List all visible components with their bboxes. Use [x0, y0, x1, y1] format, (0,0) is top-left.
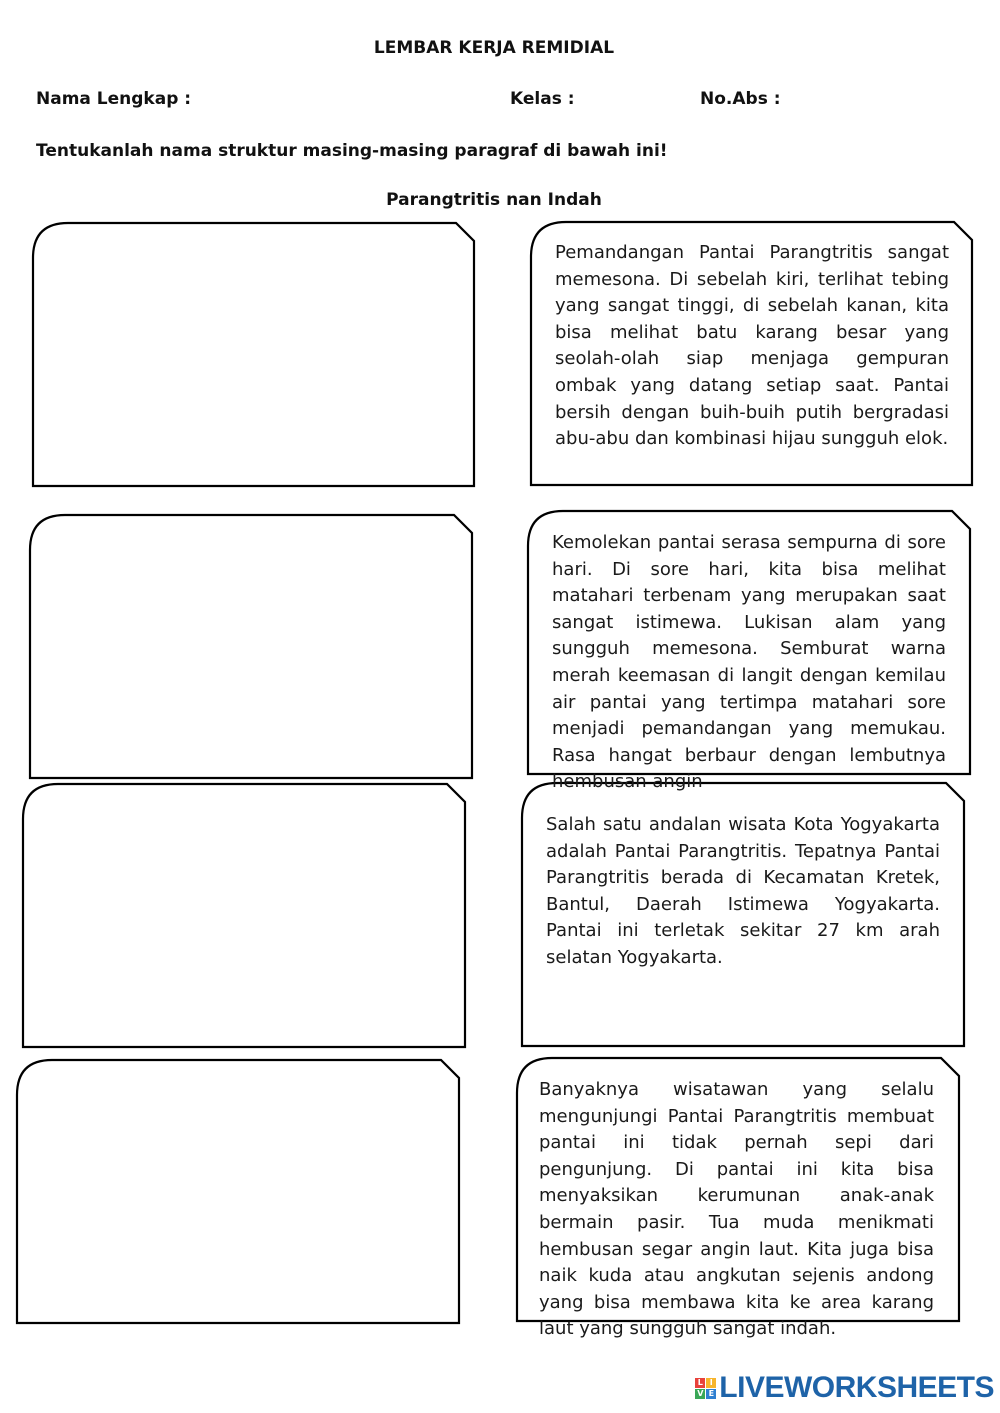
class-label: Kelas : — [510, 89, 575, 109]
answer-box-1[interactable] — [40, 230, 466, 478]
absence-number-label: No.Abs : — [700, 89, 781, 109]
worksheet-title: LEMBAR KERJA REMIDIAL — [373, 38, 615, 58]
answer-box-2[interactable] — [37, 522, 464, 770]
liveworksheets-logo-text: LIVEWORKSHEETS — [719, 1371, 994, 1404]
liveworksheets-logo-icon: L I V E — [695, 1378, 716, 1399]
text-title: Parangtritis nan Indah — [386, 190, 602, 210]
answer-box-3[interactable] — [30, 791, 457, 1039]
paragraph-2: Kemolekan pantai serasa sempurna di sore hari. Di sore hari, kita bisa melihat matahari terbenam yang merupakan saat sangat istimewa. Lukisan alam yang sungguh memesona. Semburat warna merah keemasan di langit dengan kemilau air pantai yang tertimpa matahari sore menjadi pemandangan yang memukau. Rasa hangat berbaur dengan lembutnya hembusan angin — [552, 532, 946, 793]
name-label: Nama Lengkap : — [36, 89, 192, 109]
paragraph-1: Pemandangan Pantai Parangtritis sangat memesona. Di sebelah kiri, terlihat tebing yang sangat tinggi, di sebelah kanan, kita bisa melihat batu karang besar yang seolah-olah siap menjaga gempuran ombak yang datang setiap saat. Pantai bersih dengan buih-buih putih bergradasi abu-abu dan kombinasi hijau sungguh elok. — [555, 242, 949, 450]
paragraph-3: Salah satu andalan wisata Kota Yogyakarta adalah Pantai Parangtritis. Tepatnya Pantai Parangtritis berada di Kecamatan Kretek, Bantul, Daerah Istimewa Yogyakarta. Pantai ini terletak sekitar 27 km arah selatan Yogyakarta. — [546, 814, 940, 968]
instruction-text: Tentukanlah nama struktur masing-masing paragraf di bawah ini! — [36, 141, 668, 161]
answer-box-4[interactable] — [24, 1067, 451, 1315]
liveworksheets-logo — [695, 1371, 994, 1405]
paragraph-4: Banyaknya wisatawan yang selalu mengunjungi Pantai Parangtritis membuat pantai ini tidak pernah sepi dari pengunjung. Di pantai ini kita bisa menyaksikan kerumunan anak-anak bermain pasir. Tua muda menikmati hembusan segar angin laut. Kita juga bisa naik kuda atau angkutan sejenis andong yang bisa membawa kita ke area karang laut yang sungguh sangat indah. — [539, 1079, 934, 1340]
